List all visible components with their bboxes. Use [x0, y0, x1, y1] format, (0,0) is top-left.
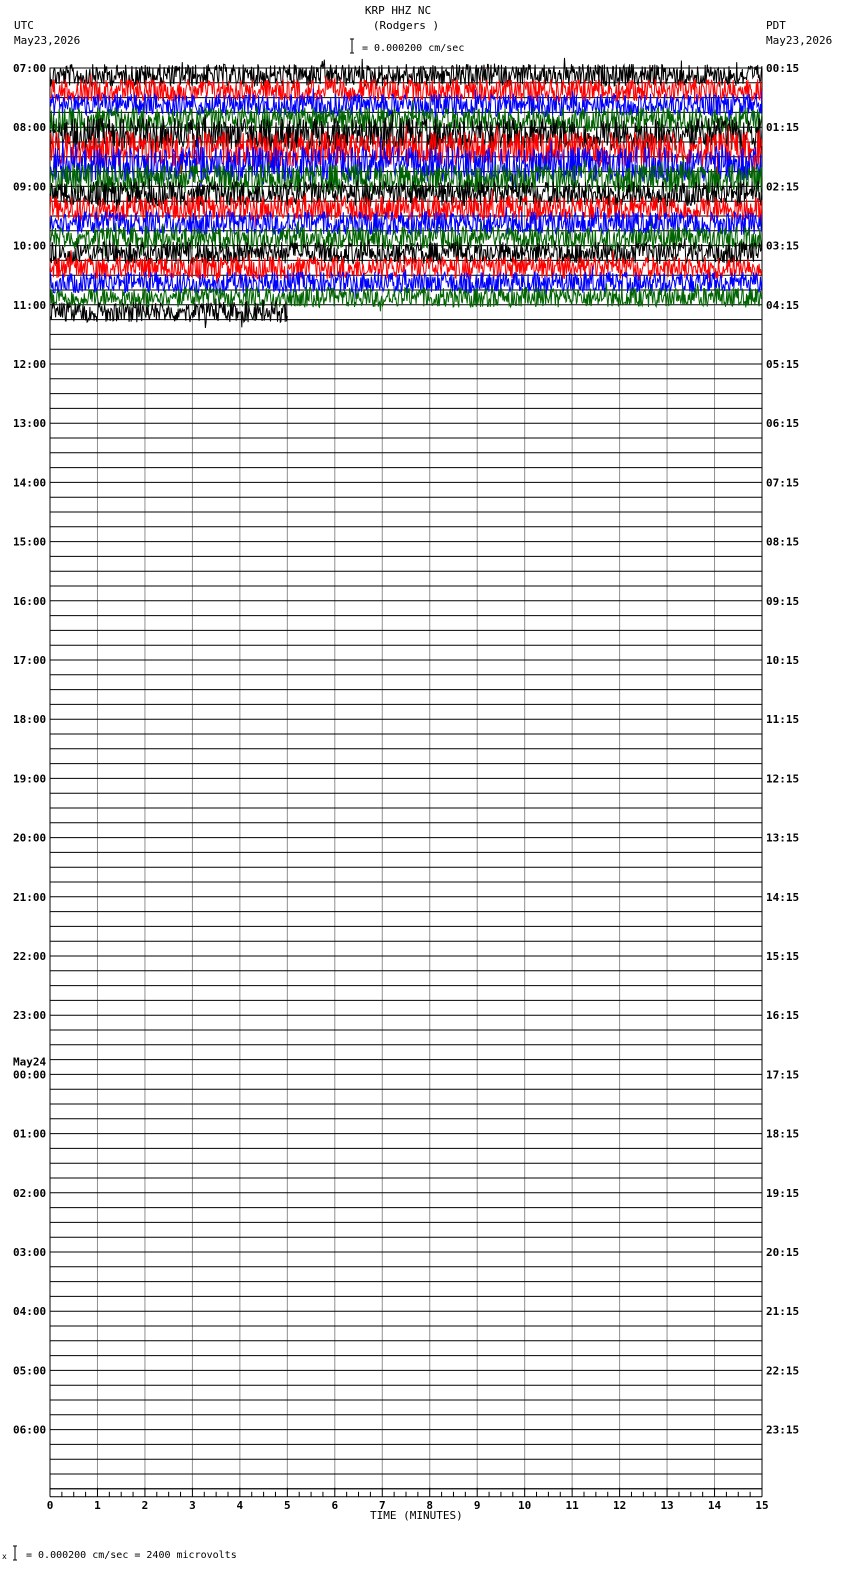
- pdt-hour-label: 08:15: [766, 535, 800, 549]
- utc-hour-label: 20:00: [13, 831, 47, 845]
- x-tick-label: 11: [565, 1498, 579, 1512]
- x-tick-label: 14: [707, 1498, 722, 1512]
- utc-hour-label: 14:00: [13, 476, 47, 490]
- pdt-hour-label: 18:15: [766, 1127, 800, 1141]
- utc-date-label: May23,2026: [14, 34, 81, 47]
- x-tick-label: 13: [660, 1498, 674, 1512]
- station-location: (Rodgers ): [372, 19, 440, 32]
- utc-hour-label: 18:00: [13, 713, 47, 727]
- pdt-hour-label: 12:15: [766, 772, 800, 786]
- station-title: KRP HHZ NC: [364, 4, 432, 17]
- x-tick-label: 7: [378, 1498, 386, 1512]
- pdt-hour-label: 01:15: [766, 121, 800, 135]
- pdt-hour-label: 13:15: [766, 831, 800, 845]
- pdt-hour-label: 22:15: [766, 1364, 800, 1378]
- utc-zone-label: UTC: [14, 19, 34, 32]
- utc-hour-label: 06:00: [13, 1423, 47, 1437]
- utc-hour-label: 19:00: [13, 772, 47, 786]
- pdt-hour-label: 17:15: [766, 1068, 800, 1082]
- pdt-hour-label: 16:15: [766, 1009, 800, 1023]
- x-tick-label: 3: [189, 1498, 196, 1512]
- x-tick-label: 1: [94, 1498, 101, 1512]
- pdt-hour-label: 09:15: [766, 594, 800, 608]
- footer-scale-note: = 0.000200 cm/sec = 2400 microvolts: [26, 1550, 237, 1561]
- pdt-hour-label: 00:15: [766, 62, 800, 75]
- utc-hour-label: 04:00: [13, 1305, 47, 1319]
- pdt-hour-label: 15:15: [766, 950, 800, 963]
- utc-hour-label: 03:00: [13, 1246, 47, 1259]
- x-tick-label: 2: [141, 1498, 149, 1512]
- pdt-hour-label: 02:15: [766, 180, 800, 194]
- pdt-hour-label: 05:15: [766, 358, 800, 371]
- pdt-zone-label: PDT: [766, 19, 786, 32]
- x-tick-label: 5: [284, 1498, 291, 1512]
- utc-hour-label: 09:00: [13, 180, 47, 194]
- pdt-hour-label: 23:15: [766, 1423, 800, 1437]
- pdt-hour-label: 10:15: [766, 654, 800, 667]
- pdt-hour-label: 21:15: [766, 1305, 800, 1319]
- footer-mark: x: [2, 1552, 7, 1561]
- x-tick-label: 12: [612, 1498, 627, 1512]
- x-tick-label: 6: [331, 1498, 339, 1512]
- x-tick-label: 9: [473, 1498, 481, 1512]
- utc-hour-label: 00:00: [13, 1068, 47, 1082]
- x-tick-label: 10: [518, 1498, 532, 1512]
- utc-hour-label: 15:00: [13, 535, 47, 549]
- pdt-hour-label: 14:15: [766, 890, 800, 904]
- pdt-hour-label: 07:15: [766, 476, 800, 490]
- pdt-hour-label: 03:15: [766, 239, 800, 253]
- utc-hour-label: 23:00: [13, 1009, 47, 1023]
- utc-hour-label: 22:00: [13, 950, 47, 963]
- utc-hour-label: 07:00: [13, 62, 47, 75]
- utc-hour-label: 10:00: [13, 239, 47, 253]
- utc-hour-label: 02:00: [13, 1186, 47, 1200]
- pdt-hour-label: 19:15: [766, 1186, 800, 1200]
- scale-label: = 0.000200 cm/sec: [362, 43, 465, 54]
- utc-hour-label: 21:00: [13, 890, 47, 904]
- utc-hour-label: 05:00: [13, 1364, 47, 1378]
- pdt-hour-label: 06:15: [766, 417, 800, 431]
- pdt-hour-label: 04:15: [766, 298, 800, 312]
- utc-hour-label: 13:00: [13, 417, 47, 431]
- x-tick-label: 15: [755, 1498, 769, 1512]
- x-tick-label: 8: [426, 1498, 434, 1512]
- utc-hour-label: 08:00: [13, 121, 47, 135]
- x-tick-label: 4: [236, 1498, 244, 1512]
- utc-hour-label: 17:00: [13, 654, 47, 667]
- x-axis-title: TIME (MINUTES): [370, 1509, 463, 1522]
- pdt-hour-label: 20:15: [766, 1246, 800, 1259]
- utc-hour-label: 12:00: [13, 358, 47, 371]
- x-tick-label: 0: [46, 1498, 54, 1512]
- utc-hour-label: 11:00: [13, 298, 47, 312]
- pdt-hour-label: 11:15: [766, 713, 800, 727]
- date-change-label: May24: [13, 1055, 47, 1069]
- pdt-date-label: May23,2026: [766, 34, 833, 47]
- utc-hour-label: 01:00: [13, 1127, 47, 1141]
- utc-hour-label: 16:00: [13, 594, 47, 608]
